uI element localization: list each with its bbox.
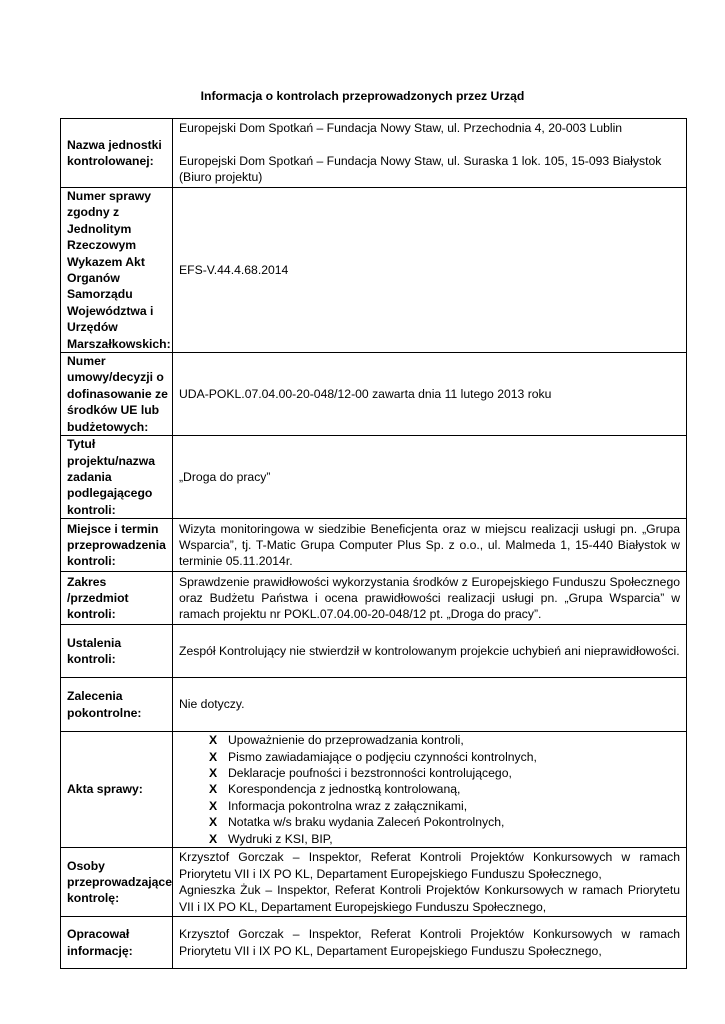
jednostka-line1: Europejski Dom Spotkań – Fundacja Nowy Staw, ul. Przechodnia 4, 20-003 Lublin <box>179 121 623 136</box>
value-akta <box>173 732 687 848</box>
label-zakres: Zakres /przedmiot kontroli: <box>61 572 173 625</box>
row-miejsce <box>61 519 687 572</box>
akta-item-text: Pismo zawiadamiające o podjęciu czynności kontrolnych, <box>228 749 537 764</box>
zakres-text: Sprawdzenie prawidłowości wykorzystania środków z Europejskiego Funduszu Społecznego oraz Budżetu Państwa i ocena prawidłowości realizacji usługi pn. „Grupa Wsparcia” w ramach projektu nr POKL.07.04.00-20-048/12 pt. „Droga do pracy”. <box>179 574 680 622</box>
value-zalecenia: Nie dotyczy. <box>173 678 687 732</box>
row-numer-sprawy <box>61 188 687 353</box>
list-item <box>209 765 680 781</box>
list-item <box>209 814 680 830</box>
label-opracowal: Opracował informację: <box>61 917 173 969</box>
label-osoby: Osoby przeprowadzające kontrolę: <box>61 848 173 917</box>
label-jednostka: Nazwa jednostki kontrolowanej: <box>61 119 173 188</box>
value-jednostka <box>173 119 687 188</box>
list-item <box>209 749 680 765</box>
value-opracowal <box>173 917 687 969</box>
row-osoby <box>61 848 687 917</box>
value-numer-umowy: UDA-POKL.07.04.00-20-048/12-00 zawarta dnia 11 lutego 2013 roku <box>173 353 687 436</box>
label-miejsce: Miejsce i termin przeprowadzenia kontroli: <box>61 519 173 572</box>
value-tytul: „Droga do pracy” <box>173 436 687 519</box>
row-zakres <box>61 572 687 625</box>
checkmark-x-icon: X <box>209 749 218 764</box>
akta-item-text: Deklaracje poufności i bezstronności kontrolującego, <box>228 766 512 781</box>
checkmark-x-icon: X <box>209 733 218 748</box>
control-info-table <box>60 118 687 969</box>
akta-item-text: Wydruki z KSI, BIP, <box>228 831 333 846</box>
row-ustalenia <box>61 625 687 678</box>
list-item <box>209 732 680 748</box>
akta-item-text: Notatka w/s braku wydania Zaleceń Pokontrolnych, <box>228 815 505 830</box>
akta-item-text: Korespondencja z jednostką kontrolowaną, <box>228 782 461 797</box>
value-zakres <box>173 572 687 625</box>
value-osoby <box>173 848 687 917</box>
miejsce-text: Wizyta monitoringowa w siedzibie Beneficjenta oraz w miejscu realizacji usługi pn. „Grupa Wsparcia”, tj. T-Matic Grupa Computer Plus Sp. z o.o., ul. Malmeda 1, 15-440 Białystok w terminie 05.11.2014r. <box>179 521 680 569</box>
label-tytul: Tytuł projektu/nazwa zadania podlegającego kontroli: <box>61 436 173 519</box>
label-numer-umowy: Numer umowy/decyzji o dofinasowanie ze środków UE lub budżetowych: <box>61 353 173 436</box>
checkmark-x-icon: X <box>209 831 218 846</box>
checkmark-x-icon: X <box>209 782 218 797</box>
label-ustalenia: Ustalenia kontroli: <box>61 625 173 678</box>
ustalenia-text: Zespół Kontrolujący nie stwierdził w kontrolowanym projekcie uchybień ani nieprawidłowości. <box>179 643 680 658</box>
label-akta: Akta sprawy: <box>61 732 173 848</box>
list-item <box>209 831 680 847</box>
row-akta <box>61 732 687 848</box>
osoby-person2: Agnieszka Żuk – Inspektor, Referat Kontroli Projektów Konkursowych w ramach Priorytetu VII i IX PO KL, Departament Europejskiego Funduszu Społecznego, <box>179 883 680 914</box>
opracowal-text: Krzysztof Gorczak – Inspektor, Referat Kontroli Projektów Konkursowych w ramach Priorytetu VII i IX PO KL, Departament Europejskiego Funduszu Społecznego, <box>179 927 680 958</box>
checkmark-x-icon: X <box>209 798 218 813</box>
value-numer-sprawy: EFS-V.44.4.68.2014 <box>173 188 687 353</box>
label-zalecenia: Zalecenia pokontrolne: <box>61 678 173 732</box>
page-title: Informacja o kontrolach przeprowadzonych przez Urząd <box>200 89 525 103</box>
osoby-person1: Krzysztof Gorczak – Inspektor, Referat Kontroli Projektów Konkursowych w ramach Priorytetu VII i IX PO KL, Departament Europejskiego Funduszu Społecznego, <box>179 850 680 881</box>
row-zalecenia <box>61 678 687 732</box>
row-opracowal <box>61 917 687 969</box>
akta-item-text: Informacja pokontrolna wraz z załącznikami, <box>228 798 468 813</box>
list-item <box>209 798 680 814</box>
checkmark-x-icon: X <box>209 815 218 830</box>
akta-item-text: Upoważnienie do przeprowadzania kontroli, <box>228 733 464 748</box>
row-jednostka <box>61 119 687 188</box>
row-numer-umowy <box>61 353 687 436</box>
akta-list <box>179 732 680 847</box>
list-item <box>209 781 680 797</box>
label-numer-sprawy: Numer sprawy zgodny z Jednolitym Rzeczowym Wykazem Akt Organów Samorządu Województwa i Urzędów Marszałkowskich: <box>61 188 173 353</box>
checkmark-x-icon: X <box>209 766 218 781</box>
value-ustalenia <box>173 625 687 678</box>
row-tytul <box>61 436 687 519</box>
value-miejsce <box>173 519 687 572</box>
jednostka-line2: Europejski Dom Spotkań – Fundacja Nowy Staw, ul. Suraska 1 lok. 105, 15-093 Białystok (Biuro projektu) <box>179 153 662 185</box>
